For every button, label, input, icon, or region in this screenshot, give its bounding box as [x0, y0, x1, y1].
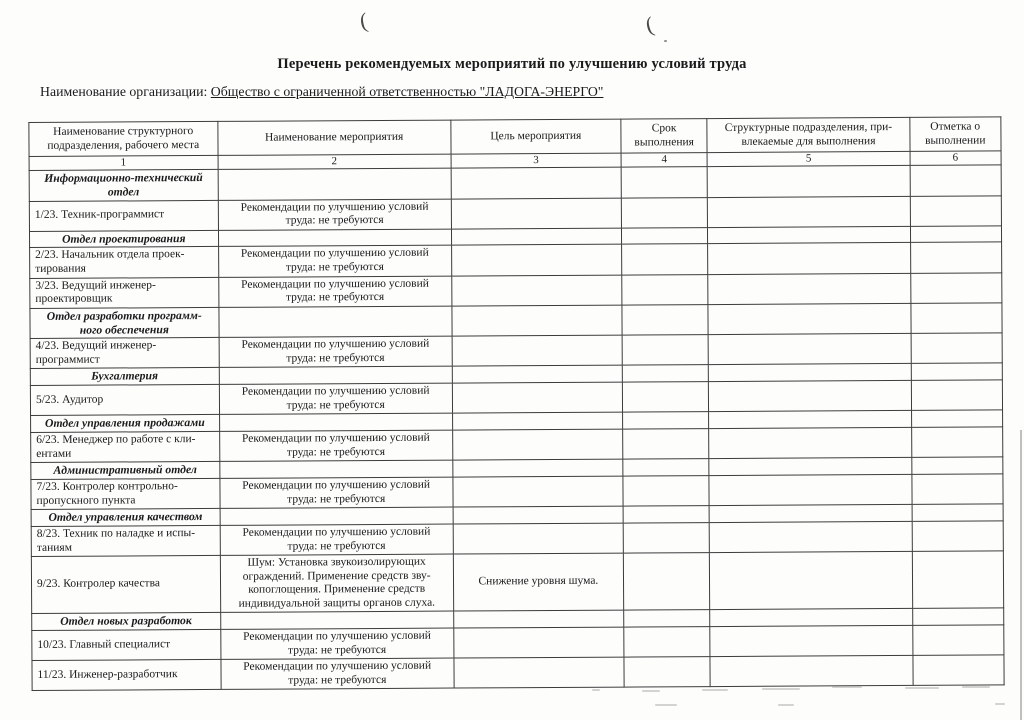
- organization-name: Общество с ограниченной ответственностью "ЛАДОГА-ЭНЕРГО": [210, 84, 604, 99]
- col-number: 5: [707, 151, 909, 166]
- scan-noise-speck: [762, 688, 800, 690]
- empty-cell: [621, 227, 708, 244]
- scan-noise-speck: [642, 690, 660, 692]
- cell-workplace: 10/23. Главный специалист: [32, 630, 221, 661]
- col-header-measure: Наименование мероприятия: [217, 120, 450, 155]
- empty-cell: [910, 226, 1002, 243]
- empty-cell: [710, 609, 912, 627]
- cell-goal: [452, 275, 622, 306]
- cell-departments: [710, 626, 912, 657]
- empty-cell: [622, 304, 709, 335]
- empty-cell: [912, 608, 1004, 625]
- empty-cell: [219, 460, 452, 478]
- cell-workplace: 2/23. Начальник отдела проек- тирования: [30, 247, 219, 278]
- empty-cell: [709, 458, 911, 476]
- empty-cell: [453, 506, 623, 524]
- scan-noise-speck: [962, 686, 990, 688]
- empty-cell: [453, 459, 623, 477]
- cell-workplace: 3/23. Ведущий инженер- проектировщик: [30, 277, 219, 308]
- cell-goal: [451, 198, 621, 229]
- empty-cell: [218, 229, 451, 247]
- empty-cell: [710, 505, 912, 523]
- cell-measure: Рекомендации по улучшению условий труда: не требуются: [219, 477, 452, 508]
- empty-cell: [452, 305, 622, 337]
- cell-deadline: [624, 657, 711, 688]
- scan-noise-speck: [905, 687, 939, 689]
- cell-workplace: 5/23. Аудитор: [30, 385, 219, 416]
- cell-departments: [708, 196, 910, 227]
- cell-measure: Рекомендации по улучшению условий труда: не требуются: [218, 276, 451, 307]
- cell-mark: [911, 427, 1003, 458]
- empty-cell: [622, 365, 709, 382]
- empty-cell: [912, 504, 1004, 521]
- cell-mark: [911, 380, 1003, 411]
- section-label: Отдел управления продажами: [31, 415, 220, 433]
- col-number: 6: [910, 151, 1001, 165]
- cell-deadline: [623, 476, 710, 507]
- scan-edge-artifact: [1020, 430, 1022, 720]
- scan-artifact-paren: (: [642, 11, 657, 38]
- col-header-goal: Цель мероприятия: [451, 119, 621, 154]
- cell-goal: [451, 245, 621, 276]
- col-number: 3: [451, 153, 621, 168]
- empty-cell: [621, 167, 708, 198]
- table-row: [31, 551, 1003, 614]
- scan-noise-speck: [778, 704, 794, 706]
- cell-departments: [708, 243, 910, 274]
- empty-cell: [624, 610, 711, 627]
- empty-cell: [451, 167, 621, 199]
- cell-deadline: [622, 274, 709, 305]
- empty-cell: [622, 412, 709, 429]
- scan-noise-speck: [592, 689, 600, 691]
- cell-deadline: [624, 627, 711, 658]
- empty-cell: [911, 410, 1003, 427]
- empty-cell: [911, 457, 1003, 474]
- cell-goal: [454, 657, 624, 688]
- cell-measure: Рекомендации по улучшению условий труда: не требуются: [220, 628, 453, 659]
- empty-cell: [454, 610, 624, 628]
- col-header-departments: Структурные подразделения, при- влекаемые для выполнения: [707, 117, 909, 152]
- cell-deadline: [622, 382, 709, 413]
- section-label: Информационно-технический отдел: [29, 169, 218, 201]
- cell-workplace: 1/23. Техник-программист: [29, 200, 218, 231]
- cell-mark: [911, 474, 1003, 505]
- empty-cell: [218, 306, 451, 338]
- empty-cell: [708, 303, 910, 335]
- cell-departments: [709, 475, 911, 506]
- cell-goal: Снижение уровня шума.: [453, 553, 623, 611]
- cell-workplace: 8/23. Техник по наладке и испы- таниям: [31, 525, 220, 556]
- cell-workplace: 7/23. Контролер контрольно- пропускного пункта: [31, 479, 220, 510]
- cell-measure: Рекомендации по улучшению условий труда: не требуются: [219, 336, 452, 367]
- cell-measure: Рекомендации по улучшению условий труда: не требуются: [218, 199, 451, 230]
- empty-cell: [911, 303, 1003, 334]
- scan-artifact-dot: [664, 40, 667, 42]
- scan-artifact-paren: (: [357, 7, 370, 34]
- cell-mark: [912, 521, 1004, 552]
- cell-mark: [910, 195, 1002, 226]
- cell-mark: [913, 655, 1005, 686]
- scan-noise-speck: [655, 704, 677, 706]
- section-label: Административный отдел: [31, 462, 220, 480]
- cell-mark: [911, 333, 1003, 364]
- empty-cell: [911, 363, 1003, 380]
- section-label: Отдел разработки программ- ного обеспечения: [30, 307, 219, 339]
- cell-departments: [709, 428, 911, 459]
- empty-cell: [452, 366, 622, 384]
- cell-deadline: [623, 429, 710, 460]
- cell-mark: [910, 242, 1002, 273]
- cell-goal: [454, 627, 624, 658]
- cell-workplace: 4/23. Ведущий инженер- программист: [30, 338, 219, 369]
- cell-mark: [910, 273, 1002, 304]
- empty-cell: [220, 611, 453, 629]
- empty-cell: [219, 413, 452, 431]
- section-label: Отдел проектирования: [29, 230, 218, 248]
- cell-goal: [453, 523, 623, 554]
- cell-deadline: [622, 335, 709, 366]
- cell-departments: [709, 334, 911, 365]
- measures-table-wrapper: [28, 116, 1004, 691]
- measures-table: [28, 116, 1004, 691]
- table-body: [29, 165, 1004, 691]
- cell-deadline: [623, 523, 710, 554]
- table-header-row: [29, 117, 1001, 157]
- cell-deadline: [621, 244, 708, 275]
- cell-departments: [710, 521, 912, 552]
- cell-goal: [452, 429, 622, 460]
- cell-measure: Рекомендации по улучшению условий труда: не требуются: [220, 524, 453, 555]
- col-number: 4: [621, 153, 708, 167]
- cell-departments: [710, 552, 912, 610]
- cell-mark: [912, 625, 1004, 656]
- empty-cell: [910, 165, 1002, 196]
- col-number: 1: [29, 155, 218, 170]
- scan-noise-speck: [702, 689, 728, 691]
- cell-measure: Рекомендации по улучшению условий труда: не требуются: [219, 430, 452, 461]
- cell-workplace: 9/23. Контролер качества: [31, 556, 220, 614]
- cell-departments: [710, 656, 912, 687]
- cell-measure: Рекомендации по улучшению условий труда: не требуются: [218, 246, 451, 277]
- cell-measure: Шум: Установка звукоизолирующих ограждений. Применение средств зву- копоглощения. Применение средств индивидуальной защиты органов слуха.: [220, 554, 454, 613]
- empty-cell: [219, 367, 452, 385]
- cell-workplace: 6/23. Менеджер по работе с кли- ентами: [31, 432, 220, 463]
- cell-deadline: [621, 197, 708, 228]
- empty-cell: [451, 228, 621, 246]
- section-label: Бухгалтерия: [30, 368, 219, 386]
- scan-noise-speck: [995, 703, 1005, 705]
- empty-cell: [452, 412, 622, 430]
- cell-goal: [452, 335, 622, 366]
- empty-cell: [220, 507, 453, 525]
- cell-goal: [452, 382, 622, 413]
- col-header-deadline: Срок выполнения: [621, 119, 708, 153]
- cell-departments: [709, 381, 911, 412]
- empty-cell: [623, 459, 710, 476]
- cell-measure: Рекомендации по улучшению условий труда: не требуются: [219, 383, 452, 414]
- section-label: Отдел управления качеством: [31, 509, 220, 527]
- cell-deadline: [623, 553, 710, 611]
- scan-noise-speck: [832, 686, 862, 688]
- col-header-mark: Отметка о выполнении: [909, 117, 1001, 152]
- section-label: Отдел новых разработок: [32, 613, 221, 631]
- empty-cell: [623, 506, 710, 523]
- document-title: Перечень рекомендуемых мероприятий по улучшению условий труда: [277, 56, 747, 72]
- cell-mark: [912, 551, 1004, 609]
- empty-cell: [709, 411, 911, 429]
- cell-measure: Рекомендации по улучшению условий труда: не требуются: [221, 658, 454, 689]
- organization-label: Наименование организации:: [40, 84, 208, 99]
- empty-cell: [708, 226, 910, 244]
- empty-cell: [218, 168, 451, 200]
- empty-cell: [708, 165, 910, 197]
- cell-goal: [453, 476, 623, 507]
- organization-line: [40, 84, 609, 100]
- col-number: 2: [218, 154, 451, 169]
- col-header-workplace: Наименование структурного подразделения, рабочего места: [29, 121, 218, 156]
- empty-cell: [709, 364, 911, 382]
- cell-workplace: 11/23. Инженер-разработчик: [32, 660, 221, 691]
- cell-departments: [708, 273, 910, 304]
